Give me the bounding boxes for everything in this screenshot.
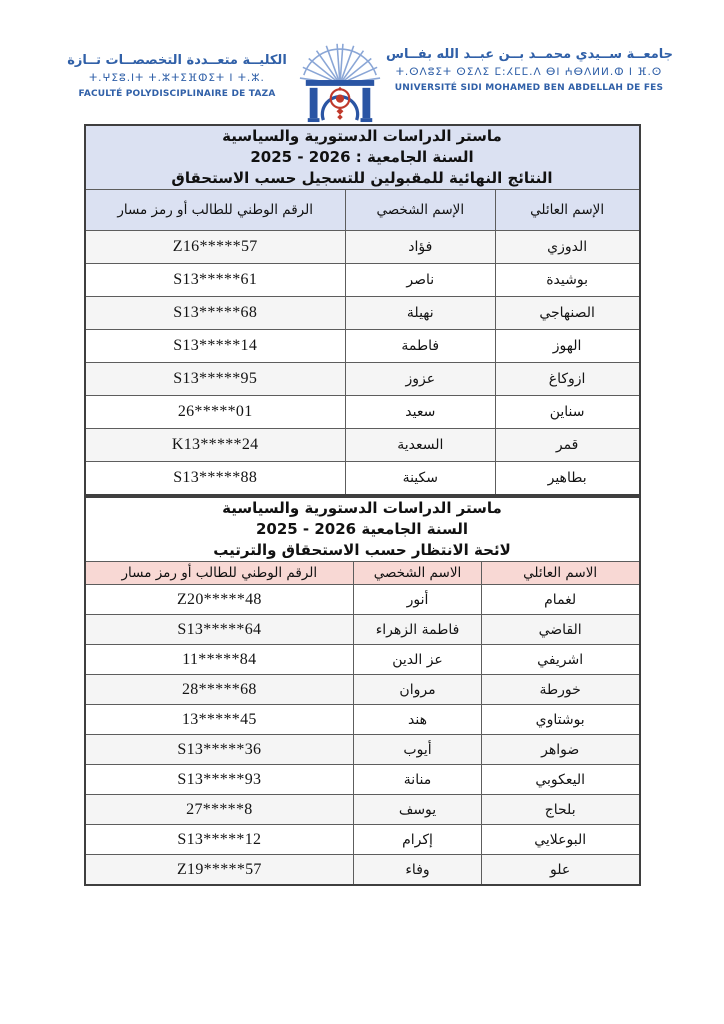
program-title: ماستر الدراسات الدستورية والسياسية [222, 499, 502, 517]
table-row [85, 396, 640, 429]
national-id-cell: S13*****64 [85, 615, 354, 645]
family-name-cell: القاضي [481, 615, 639, 645]
table-row [85, 615, 640, 645]
family-name-cell: الدوزي [495, 231, 639, 264]
first-name-cell: سعيد [345, 396, 495, 429]
first-name-cell: سكينة [345, 462, 495, 496]
national-id-cell: S13*****61 [85, 264, 346, 297]
national-id-cell: 11*****84 [85, 645, 354, 675]
table-row [85, 231, 640, 264]
family-name-cell: اشريفي [481, 645, 639, 675]
university-emblem-icon [294, 38, 386, 124]
faculty-name-french: FACULTÉ POLYDISCIPLINAIRE DE TAZA [78, 89, 276, 99]
first-name-cell: فاطمة الزهراء [354, 615, 482, 645]
academic-year-line [90, 147, 635, 168]
family-name-cell: بوشيدة [495, 264, 639, 297]
waiting-list-table [84, 496, 641, 886]
table-row [85, 429, 640, 462]
table-row [85, 825, 640, 855]
national-id-cell: 27*****8 [85, 795, 354, 825]
academic-year-value: 2025 - 2026 [250, 148, 351, 166]
faculty-name-tifinagh: ⵜ.ⵖⵉⵓ.ⵏⵜ ⵜ.ⵣⵜⵉⴼⵀⵉⵜ ⵏ ⵜ.ⵣ. [89, 72, 265, 84]
table-row [85, 297, 640, 330]
family-name-cell: الصنهاجي [495, 297, 639, 330]
first-name-cell: يوسف [354, 795, 482, 825]
table-row [85, 330, 640, 363]
col-first-name: الاسم الشخصي [354, 562, 482, 585]
table-row [85, 765, 640, 795]
university-name-arabic: جامعــة ســيدي محمــد بــن عبــد الله بفــاس [386, 47, 674, 62]
faculty-block [60, 52, 294, 101]
col-first-name: الإسم الشخصي [345, 190, 495, 231]
national-id-cell: S13*****93 [85, 765, 354, 795]
col-family-name: الإسم العائلي [495, 190, 639, 231]
national-id-cell: K13*****24 [85, 429, 346, 462]
family-name-cell: اليعكوبي [481, 765, 639, 795]
table-title-cell [85, 497, 640, 562]
family-name-cell: قمر [495, 429, 639, 462]
first-name-cell: نهيلة [345, 297, 495, 330]
national-id-cell: 28*****68 [85, 675, 354, 705]
national-id-cell: Z16*****57 [85, 231, 346, 264]
col-national-id: الرقم الوطني للطالب أو رمز مسار [85, 562, 354, 585]
family-name-cell: علو [481, 855, 639, 886]
column-header-row [85, 190, 640, 231]
national-id-cell: S13*****68 [85, 297, 346, 330]
first-name-cell: مروان [354, 675, 482, 705]
list-title: لائحة الانتظار حسب الاستحقاق والترتيب [213, 541, 511, 559]
col-national-id: الرقم الوطني للطالب أو رمز مسار [85, 190, 346, 231]
table-row [85, 363, 640, 396]
family-name-cell: بطاهير [495, 462, 639, 496]
admitted-results-table [84, 124, 641, 496]
university-name-french: UNIVERSITÉ SIDI MOHAMED BEN ABDELLAH DE FES [394, 83, 664, 93]
national-id-cell: S13*****95 [85, 363, 346, 396]
faculty-name-arabic: الكليــة متعــددة التخصصــات تــازة [67, 53, 287, 68]
table-row [85, 795, 640, 825]
table-title-row [85, 125, 640, 190]
first-name-cell: ناصر [345, 264, 495, 297]
col-family-name: الاسم العائلي [481, 562, 639, 585]
table-row [85, 855, 640, 886]
first-name-cell: وفاء [354, 855, 482, 886]
national-id-cell: S13*****14 [85, 330, 346, 363]
list-title: النتائج النهائية للمقبولين للتسجيل حسب الاستحقاق [171, 169, 553, 187]
first-name-cell: أنور [354, 585, 482, 615]
academic-year-label: السنة الجامعية : [355, 148, 474, 166]
table-row [85, 645, 640, 675]
university-block [386, 46, 672, 95]
first-name-cell: هند [354, 705, 482, 735]
first-name-cell: منانة [354, 765, 482, 795]
table-body [85, 231, 640, 496]
academic-year-line [90, 519, 635, 540]
table-title-row [85, 497, 640, 562]
table-row [85, 585, 640, 615]
table-row [85, 735, 640, 765]
family-name-cell: ضواهر [481, 735, 639, 765]
national-id-cell: S13*****12 [85, 825, 354, 855]
academic-year-label: السنة الجامعية [361, 520, 469, 538]
table-body [85, 585, 640, 886]
university-name-tifinagh: ⵜ.ⵙⴷⵓⵉⵜ ⵙⵉⴷⵉ ⵎ:ⵃⵎⵎ.ⴷ ⴱⵏ ⵄⴱⴷⵍⵍ.ⵀ ⵏ ⴼ.ⵙ [395, 66, 663, 78]
first-name-cell: إكرام [354, 825, 482, 855]
first-name-cell: عزوز [345, 363, 495, 396]
first-name-cell: أيوب [354, 735, 482, 765]
family-name-cell: بلحاج [481, 795, 639, 825]
family-name-cell: لغمام [481, 585, 639, 615]
national-id-cell: Z20*****48 [85, 585, 354, 615]
national-id-cell: 26*****01 [85, 396, 346, 429]
family-name-cell: البوعلايي [481, 825, 639, 855]
first-name-cell: عز الدين [354, 645, 482, 675]
family-name-cell: ازوكاغ [495, 363, 639, 396]
national-id-cell: S13*****88 [85, 462, 346, 496]
national-id-cell: S13*****36 [85, 735, 354, 765]
column-header-row [85, 562, 640, 585]
first-name-cell: فاطمة [345, 330, 495, 363]
letterhead [0, 0, 724, 124]
family-name-cell: بوشتاوي [481, 705, 639, 735]
academic-year-value: 2025 - 2026 [255, 520, 357, 538]
national-id-cell: Z19*****57 [85, 855, 354, 886]
family-name-cell: خورطة [481, 675, 639, 705]
table-row [85, 462, 640, 496]
family-name-cell: سناين [495, 396, 639, 429]
table-row [85, 675, 640, 705]
program-title: ماستر الدراسات الدستورية والسياسية [222, 127, 502, 145]
table-row [85, 264, 640, 297]
first-name-cell: السعدية [345, 429, 495, 462]
family-name-cell: الهوز [495, 330, 639, 363]
first-name-cell: فؤاد [345, 231, 495, 264]
national-id-cell: 13*****45 [85, 705, 354, 735]
table-title-cell [85, 125, 640, 190]
table-row [85, 705, 640, 735]
